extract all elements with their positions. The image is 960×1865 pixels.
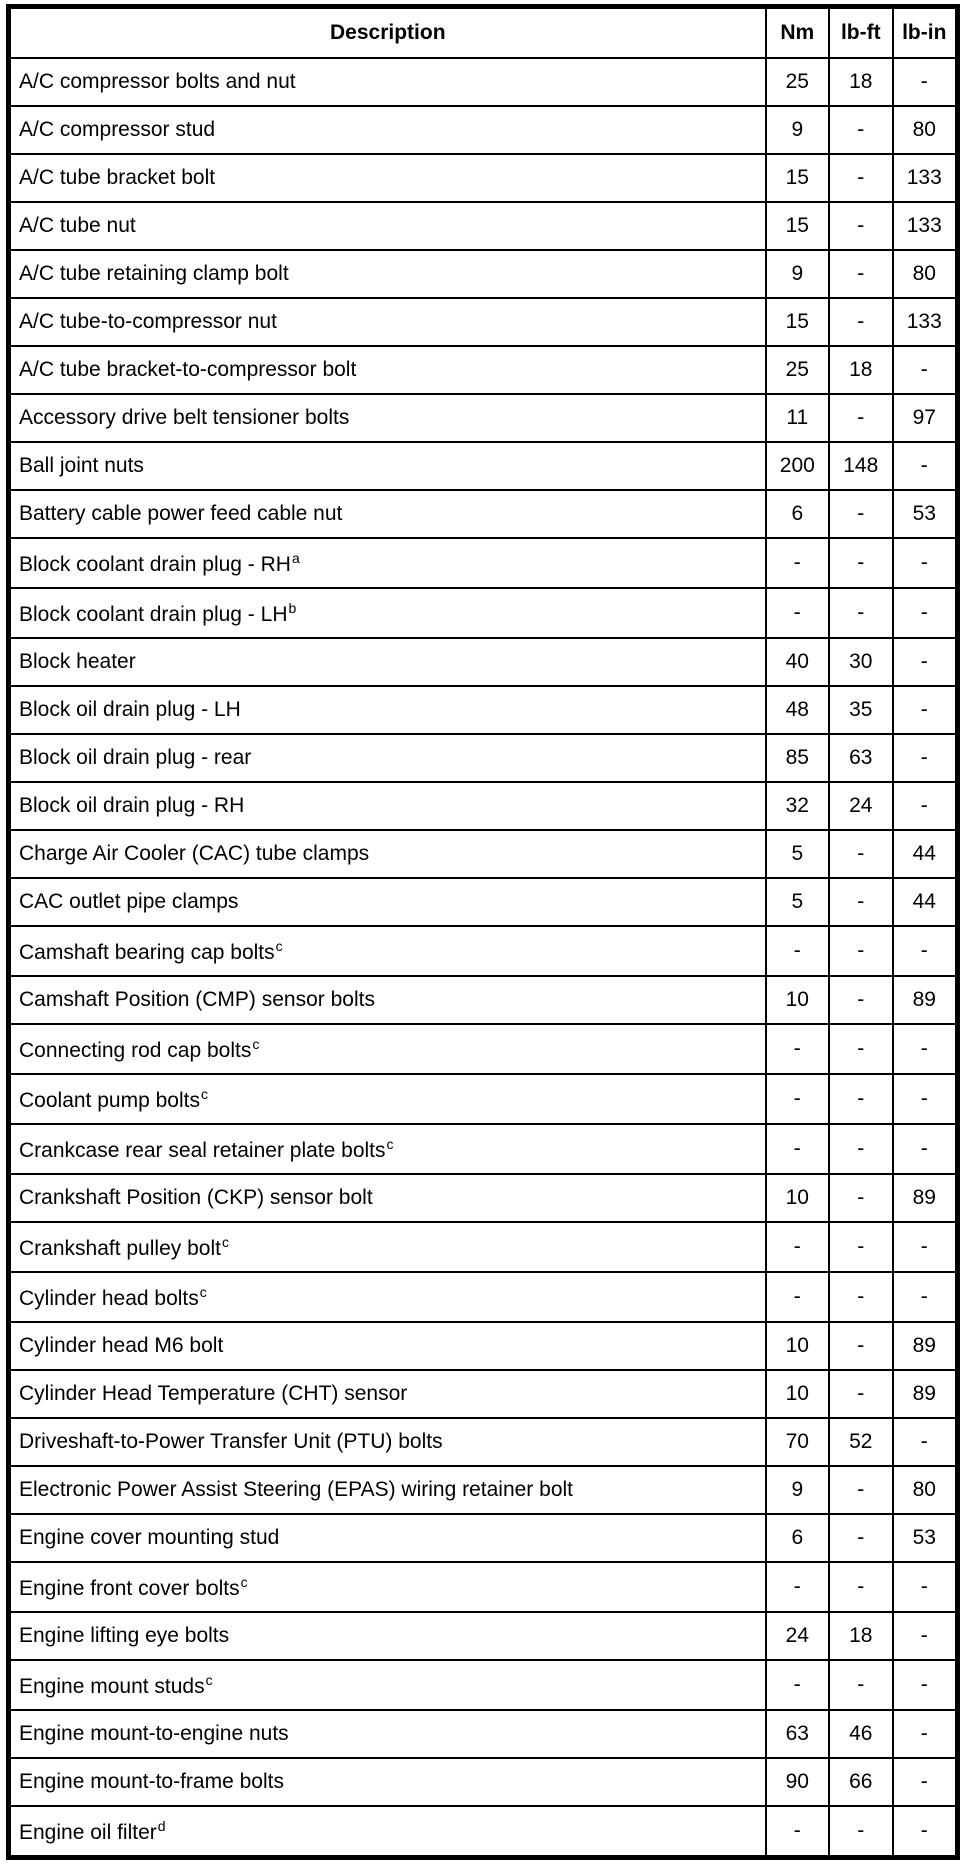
description-text: Crankshaft Position (CKP) sensor bolt	[19, 1186, 373, 1209]
lb-ft-cell: -	[829, 1222, 892, 1272]
lb-ft-cell: -	[829, 154, 892, 202]
lb-in-cell: -	[893, 1124, 957, 1174]
nm-cell: 11	[766, 394, 829, 442]
lb-in-cell: 53	[893, 490, 957, 538]
table-row	[10, 1660, 956, 1710]
table-row	[10, 106, 956, 154]
lb-in-cell: 89	[893, 1322, 957, 1370]
lb-ft-cell: -	[829, 1174, 892, 1222]
lb-ft-cell: -	[829, 1660, 892, 1710]
description-text: Engine mount-to-frame bolts	[19, 1770, 284, 1793]
nm-cell: -	[766, 1806, 829, 1856]
lb-in-cell: -	[893, 1710, 957, 1758]
description-text: Engine cover mounting stud	[19, 1526, 280, 1549]
nm-cell: 85	[766, 734, 829, 782]
description-cell	[10, 734, 766, 782]
description-text: Block coolant drain plug - LH	[19, 602, 288, 626]
nm-cell: 48	[766, 686, 829, 734]
lb-ft-cell: -	[829, 926, 892, 976]
description-cell	[10, 1222, 766, 1272]
table-row	[10, 926, 956, 976]
nm-cell: 24	[766, 1612, 829, 1660]
table-row	[10, 394, 956, 442]
lb-in-cell: -	[893, 734, 957, 782]
description-text: Battery cable power feed cable nut	[19, 502, 343, 525]
lb-ft-cell: -	[829, 538, 892, 588]
lb-in-cell: -	[893, 1074, 957, 1124]
description-text: Charge Air Cooler (CAC) tube clamps	[19, 842, 370, 865]
lb-in-cell: -	[893, 346, 957, 394]
lb-in-cell: 80	[893, 250, 957, 298]
lb-ft-cell: -	[829, 1370, 892, 1418]
nm-cell: 15	[766, 298, 829, 346]
header-description: Description	[10, 8, 766, 58]
table-row	[10, 202, 956, 250]
torque-spec-sheet	[6, 4, 960, 1865]
lb-in-cell: 133	[893, 202, 957, 250]
nm-cell: 9	[766, 106, 829, 154]
description-cell	[10, 1174, 766, 1222]
nm-cell: 70	[766, 1418, 829, 1466]
lb-ft-cell: 35	[829, 686, 892, 734]
lb-ft-cell: 30	[829, 638, 892, 686]
description-text: A/C tube bracket-to-compressor bolt	[19, 358, 357, 381]
lb-in-cell: -	[893, 638, 957, 686]
description-text: Camshaft Position (CMP) sensor bolts	[19, 988, 375, 1011]
table-row	[10, 538, 956, 588]
lb-in-cell: -	[893, 1418, 957, 1466]
nm-cell: 25	[766, 58, 829, 106]
table-row	[10, 782, 956, 830]
table-row	[10, 442, 956, 490]
description-cell	[10, 976, 766, 1024]
lb-ft-cell: -	[829, 1124, 892, 1174]
table-row	[10, 686, 956, 734]
description-text: Cylinder Head Temperature (CHT) sensor	[19, 1382, 408, 1405]
footnote-marker: d	[157, 1817, 166, 1834]
nm-cell: 15	[766, 202, 829, 250]
table-frame	[6, 4, 960, 1860]
lb-ft-cell: 46	[829, 1710, 892, 1758]
nm-cell: 90	[766, 1758, 829, 1806]
lb-ft-cell: -	[829, 878, 892, 926]
description-cell	[10, 346, 766, 394]
description-cell	[10, 1322, 766, 1370]
nm-cell: 32	[766, 782, 829, 830]
description-text: Engine oil filter	[19, 1820, 157, 1844]
description-text: A/C compressor bolts and nut	[19, 70, 296, 93]
description-cell	[10, 1562, 766, 1612]
lb-in-cell: -	[893, 926, 957, 976]
description-cell	[10, 926, 766, 976]
description-cell	[10, 298, 766, 346]
header-row	[10, 8, 956, 58]
footnote-marker: c	[252, 1035, 260, 1052]
lb-ft-cell: -	[829, 1272, 892, 1322]
description-cell	[10, 1466, 766, 1514]
lb-ft-cell: -	[829, 830, 892, 878]
nm-cell: -	[766, 1660, 829, 1710]
description-text: Engine lifting eye bolts	[19, 1624, 230, 1647]
footnote-marker: a	[291, 549, 300, 566]
lb-ft-cell: 148	[829, 442, 892, 490]
lb-in-cell: -	[893, 1758, 957, 1806]
description-cell	[10, 1272, 766, 1322]
lb-in-cell: 133	[893, 298, 957, 346]
lb-in-cell: -	[893, 1272, 957, 1322]
table-row	[10, 830, 956, 878]
description-cell	[10, 588, 766, 638]
lb-ft-cell: -	[829, 1024, 892, 1074]
lb-in-cell: -	[893, 442, 957, 490]
table-row	[10, 58, 956, 106]
lb-in-cell: 80	[893, 106, 957, 154]
lb-in-cell: 53	[893, 1514, 957, 1562]
table-row	[10, 1758, 956, 1806]
description-text: Electronic Power Assist Steering (EPAS) wiring retainer bolt	[19, 1478, 573, 1501]
footnote-marker: c	[205, 1671, 213, 1688]
lb-ft-cell: -	[829, 202, 892, 250]
table-row	[10, 346, 956, 394]
lb-ft-cell: -	[829, 976, 892, 1024]
description-text: Camshaft bearing cap bolts	[19, 940, 275, 964]
description-text: Block coolant drain plug - RH	[19, 552, 291, 576]
table-row	[10, 734, 956, 782]
lb-ft-cell: -	[829, 250, 892, 298]
footnote-marker: c	[275, 937, 283, 954]
header-lb-in: lb-in	[893, 8, 957, 58]
description-text: A/C tube-to-compressor nut	[19, 310, 277, 333]
lb-ft-cell: 24	[829, 782, 892, 830]
table-row	[10, 1466, 956, 1514]
lb-ft-cell: 66	[829, 1758, 892, 1806]
description-cell	[10, 1124, 766, 1174]
table-row	[10, 878, 956, 926]
description-cell	[10, 1806, 766, 1856]
description-text: Engine mount-to-engine nuts	[19, 1722, 289, 1745]
torque-specification-table	[9, 7, 957, 1857]
description-cell	[10, 1758, 766, 1806]
footnote-marker: c	[386, 1135, 394, 1152]
description-text: A/C tube retaining clamp bolt	[19, 262, 289, 285]
lb-ft-cell: 52	[829, 1418, 892, 1466]
description-text: Crankcase rear seal retainer plate bolts	[19, 1138, 386, 1162]
lb-in-cell: 97	[893, 394, 957, 442]
nm-cell: 6	[766, 1514, 829, 1562]
description-cell	[10, 1418, 766, 1466]
nm-cell: 10	[766, 1322, 829, 1370]
lb-ft-cell: -	[829, 490, 892, 538]
lb-in-cell: -	[893, 58, 957, 106]
description-text: Accessory drive belt tensioner bolts	[19, 406, 350, 429]
nm-cell: -	[766, 926, 829, 976]
table-row	[10, 1370, 956, 1418]
lb-ft-cell: -	[829, 588, 892, 638]
description-text: Engine front cover bolts	[19, 1576, 240, 1600]
nm-cell: 10	[766, 976, 829, 1024]
table-row	[10, 1024, 956, 1074]
nm-cell: 10	[766, 1174, 829, 1222]
lb-ft-cell: -	[829, 1322, 892, 1370]
description-text: Block oil drain plug - rear	[19, 746, 252, 769]
lb-in-cell: -	[893, 538, 957, 588]
header-nm: Nm	[766, 8, 829, 58]
description-cell	[10, 442, 766, 490]
nm-cell: 5	[766, 878, 829, 926]
nm-cell: 5	[766, 830, 829, 878]
nm-cell: -	[766, 1272, 829, 1322]
table-row	[10, 1322, 956, 1370]
lb-ft-cell: -	[829, 106, 892, 154]
description-cell	[10, 154, 766, 202]
footnote-marker: b	[288, 599, 297, 616]
description-cell	[10, 202, 766, 250]
description-text: A/C tube bracket bolt	[19, 166, 216, 189]
description-text: Cylinder head M6 bolt	[19, 1334, 224, 1357]
table-row	[10, 976, 956, 1024]
description-cell	[10, 1660, 766, 1710]
description-text: CAC outlet pipe clamps	[19, 890, 239, 913]
description-text: A/C tube nut	[19, 214, 136, 237]
lb-ft-cell: 18	[829, 346, 892, 394]
description-text: Block oil drain plug - LH	[19, 698, 241, 721]
lb-in-cell: 44	[893, 830, 957, 878]
lb-ft-cell: -	[829, 1514, 892, 1562]
description-cell	[10, 686, 766, 734]
table-row	[10, 1222, 956, 1272]
nm-cell: 6	[766, 490, 829, 538]
lb-in-cell: 80	[893, 1466, 957, 1514]
table-row	[10, 154, 956, 202]
nm-cell: 15	[766, 154, 829, 202]
description-cell	[10, 1074, 766, 1124]
nm-cell: 200	[766, 442, 829, 490]
description-cell	[10, 782, 766, 830]
nm-cell: 63	[766, 1710, 829, 1758]
table-row	[10, 1710, 956, 1758]
description-cell	[10, 830, 766, 878]
lb-ft-cell: 63	[829, 734, 892, 782]
description-text: Connecting rod cap bolts	[19, 1038, 252, 1062]
description-cell	[10, 638, 766, 686]
footnote-marker: c	[240, 1573, 248, 1590]
table-row	[10, 250, 956, 298]
description-cell	[10, 106, 766, 154]
lb-in-cell: -	[893, 686, 957, 734]
nm-cell: 25	[766, 346, 829, 394]
lb-ft-cell: -	[829, 1562, 892, 1612]
description-cell	[10, 1514, 766, 1562]
nm-cell: -	[766, 1562, 829, 1612]
description-text: Driveshaft-to-Power Transfer Unit (PTU) bolts	[19, 1430, 443, 1453]
footnote-marker: c	[199, 1283, 207, 1300]
lb-ft-cell: 18	[829, 58, 892, 106]
lb-in-cell: -	[893, 588, 957, 638]
description-cell	[10, 878, 766, 926]
description-cell	[10, 1612, 766, 1660]
table-row	[10, 1174, 956, 1222]
table-row	[10, 490, 956, 538]
nm-cell: -	[766, 1222, 829, 1272]
table-row	[10, 1074, 956, 1124]
footnote-marker: c	[200, 1085, 208, 1102]
lb-in-cell: -	[893, 1612, 957, 1660]
nm-cell: -	[766, 1074, 829, 1124]
table-row	[10, 1562, 956, 1612]
header-lb-ft: lb-ft	[829, 8, 892, 58]
description-cell	[10, 1370, 766, 1418]
lb-in-cell: 44	[893, 878, 957, 926]
lb-in-cell: 89	[893, 1370, 957, 1418]
table-row	[10, 638, 956, 686]
table-row	[10, 1806, 956, 1856]
description-cell	[10, 538, 766, 588]
nm-cell: -	[766, 1124, 829, 1174]
lb-in-cell: -	[893, 782, 957, 830]
nm-cell: 40	[766, 638, 829, 686]
lb-in-cell: -	[893, 1660, 957, 1710]
table-row	[10, 298, 956, 346]
lb-in-cell: 133	[893, 154, 957, 202]
nm-cell: 9	[766, 250, 829, 298]
description-cell	[10, 58, 766, 106]
table-row	[10, 1124, 956, 1174]
table-row	[10, 1418, 956, 1466]
description-text: Cylinder head bolts	[19, 1286, 199, 1310]
lb-in-cell: -	[893, 1806, 957, 1856]
nm-cell: 10	[766, 1370, 829, 1418]
lb-in-cell: -	[893, 1222, 957, 1272]
lb-ft-cell: -	[829, 1466, 892, 1514]
table-row	[10, 588, 956, 638]
nm-cell: -	[766, 1024, 829, 1074]
nm-cell: -	[766, 538, 829, 588]
description-text: Crankshaft pulley bolt	[19, 1236, 221, 1260]
table-body	[10, 58, 956, 1856]
description-cell	[10, 394, 766, 442]
lb-in-cell: -	[893, 1024, 957, 1074]
lb-in-cell: -	[893, 1562, 957, 1612]
nm-cell: 9	[766, 1466, 829, 1514]
lb-in-cell: 89	[893, 976, 957, 1024]
description-text: Coolant pump bolts	[19, 1088, 200, 1112]
footnote-marker: c	[221, 1233, 229, 1250]
table-row	[10, 1272, 956, 1322]
description-cell	[10, 1710, 766, 1758]
table-row	[10, 1514, 956, 1562]
lb-ft-cell: -	[829, 1074, 892, 1124]
lb-ft-cell: 18	[829, 1612, 892, 1660]
description-text: Block heater	[19, 650, 136, 673]
lb-ft-cell: -	[829, 1806, 892, 1856]
description-text: Block oil drain plug - RH	[19, 794, 245, 817]
description-cell	[10, 1024, 766, 1074]
table-row	[10, 1612, 956, 1660]
description-text: A/C compressor stud	[19, 118, 216, 141]
description-text: Ball joint nuts	[19, 454, 144, 477]
description-cell	[10, 490, 766, 538]
lb-in-cell: 89	[893, 1174, 957, 1222]
lb-ft-cell: -	[829, 298, 892, 346]
nm-cell: -	[766, 588, 829, 638]
description-text: Engine mount studs	[19, 1674, 205, 1698]
description-cell	[10, 250, 766, 298]
lb-ft-cell: -	[829, 394, 892, 442]
